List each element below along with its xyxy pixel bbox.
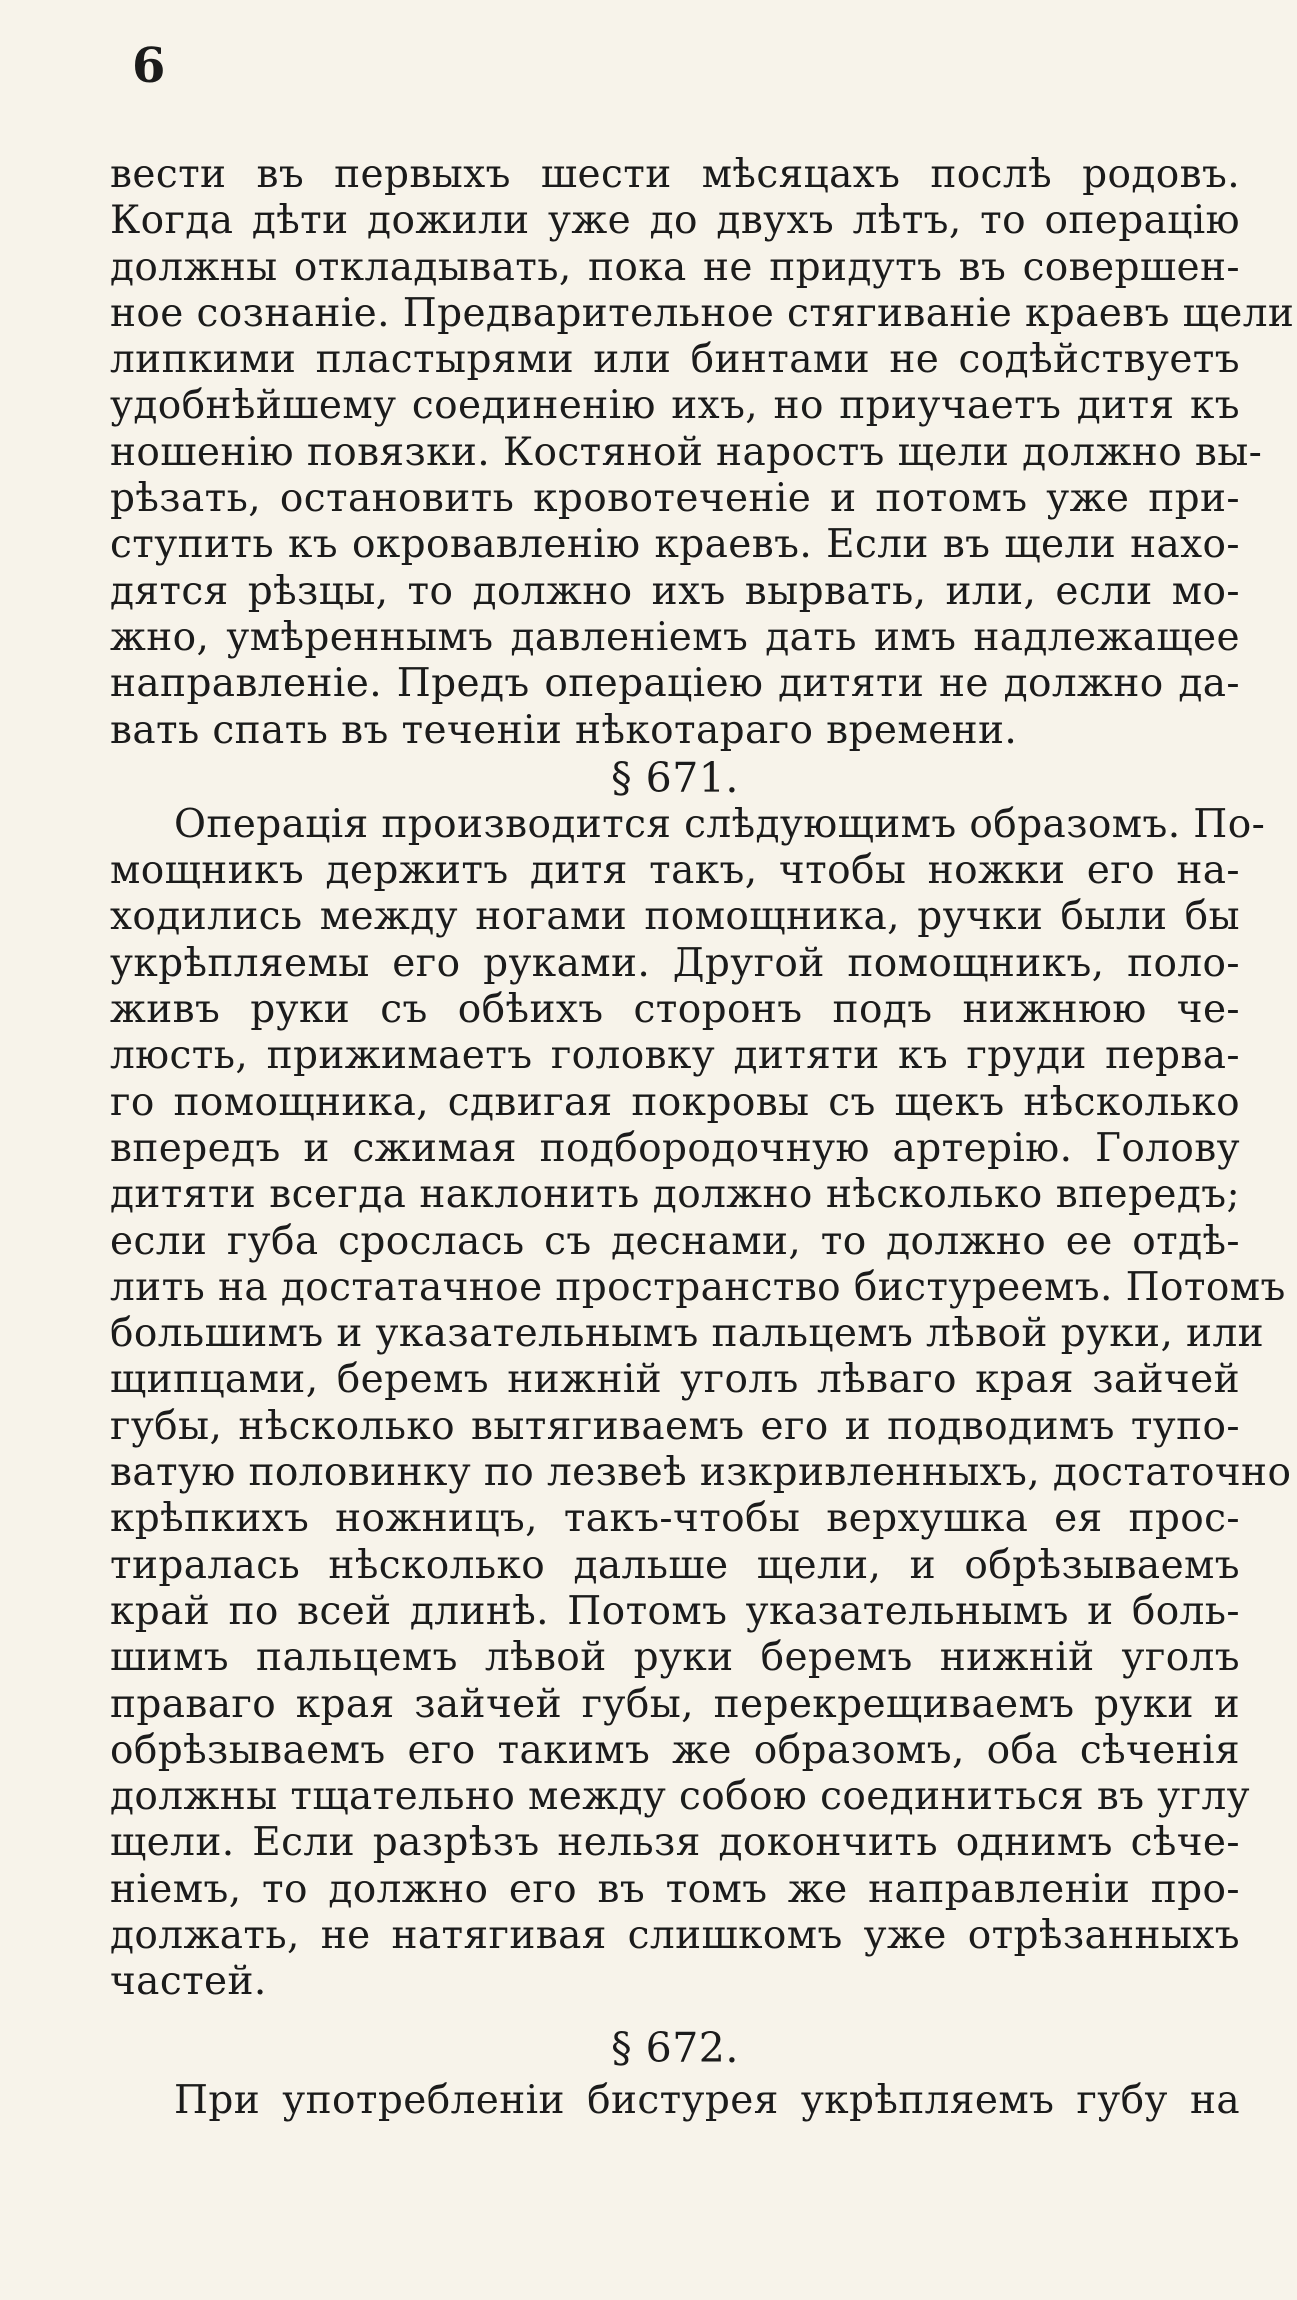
page-number: 6 [132, 38, 166, 94]
text-line: жно, умѣреннымъ давленіемъ дать имъ надлежащее [110, 614, 1240, 660]
text-line: люсть, прижимаетъ головку дитяти къ груди перва- [110, 1033, 1240, 1079]
text-line: шимъ пальцемъ лѣвой руки беремъ нижній уголъ [110, 1635, 1240, 1681]
text-line: должны откладывать, пока не придутъ въ совершен- [110, 244, 1240, 290]
text-line: щипцами, беремъ нижній уголъ лѣваго края зайчей [110, 1357, 1240, 1403]
text-line: направленіе. Предъ операціею дитяти не должно да- [110, 661, 1240, 707]
text-line: укрѣпляемы его руками. Другой помощникъ, поло- [110, 940, 1240, 986]
text-line: ношенію повязки. Костяной наростъ щели должно вы- [110, 429, 1263, 475]
text-line: щели. Если разрѣзъ нельзя докончить однимъ сѣче- [110, 1820, 1240, 1866]
text-line: обрѣзываемъ его такимъ же образомъ, оба сѣченія [110, 1727, 1240, 1773]
text-line: крѣпкихъ ножницъ, такъ-чтобы верхушка ея прос- [110, 1496, 1240, 1542]
text-line: ступить къ окровавленію краевъ. Если въ щели нахо- [110, 522, 1240, 568]
text-line: Операція производится слѣдующимъ образомъ. По- [174, 801, 1266, 847]
text-line: праваго края зайчей губы, перекрещиваемъ руки и [110, 1681, 1240, 1727]
text-line: ное сознаніе. Предварительное стягиваніе краевъ щели [110, 290, 1295, 336]
text-line: если губа срослась съ деснами, то должно ее отдѣ- [110, 1218, 1240, 1264]
section-671-paragraph [110, 801, 1292, 2006]
section-heading-672: § 672. [611, 2023, 739, 2072]
text-line: впередъ и сжимая подбородочную артерію. Голову [110, 1125, 1240, 1171]
text-line: ходились между ногами помощника, ручки были бы [110, 894, 1240, 940]
text-line: липкими пластырями или бинтами не содѣйствуетъ [110, 337, 1240, 383]
section-heading-671: § 671. [611, 753, 739, 802]
text-line: вать спать въ теченіи нѣкотараго времени. [110, 707, 1018, 753]
text-line: губы, нѣсколько вытягиваемъ его и подводимъ тупо- [110, 1403, 1240, 1449]
text-line: тиралась нѣсколько дальше щели, и обрѣзываемъ [110, 1542, 1240, 1588]
text-line: должны тщательно между собою соединиться въ углу [110, 1774, 1250, 1820]
paragraph-continuation [110, 152, 1295, 754]
text-line: ватую половинку по лезвеѣ изкривленныхъ, достаточно [110, 1450, 1292, 1496]
text-line: частей. [110, 1959, 267, 2005]
text-line: должать, не натягивая слишкомъ уже отрѣзанныхъ [110, 1912, 1240, 1958]
page-text [110, 152, 1295, 2124]
text-line: большимъ и указательнымъ пальцемъ лѣвой руки, или [110, 1311, 1265, 1357]
text-line: го помощника, сдвигая покровы съ щекъ нѣсколько [110, 1079, 1240, 1125]
text-line: рѣзать, остановить кровотеченіе и потомъ уже при- [110, 476, 1240, 522]
text-line: ніемъ, то должно его въ томъ же направленіи про- [110, 1866, 1240, 1912]
text-line: дитяти всегда наклонить должно нѣсколько впередъ; [110, 1172, 1240, 1218]
text-line: дятся рѣзцы, то должно ихъ вырвать, или, если мо- [110, 568, 1240, 614]
text-line: край по всей длинѣ. Потомъ указательнымъ и боль- [110, 1588, 1240, 1634]
text-line: удобнѣйшему соединенію ихъ, но приучаетъ дитя къ [110, 383, 1240, 429]
text-line: мощникъ держитъ дитя такъ, чтобы ножки его на- [110, 848, 1240, 894]
text-line: живъ руки съ обѣихъ сторонъ подъ нижнюю че- [110, 987, 1240, 1033]
text-line: лить на достатачное пространство бистуреемъ. Потомъ [110, 1264, 1286, 1310]
text-line: При употребленіи бистурея укрѣпляемъ губу на [174, 2077, 1240, 2123]
text-line: вести въ первыхъ шести мѣсяцахъ послѣ родовъ. [110, 152, 1240, 197]
text-line: Когда дѣти дожили уже до двухъ лѣтъ, то операцію [110, 198, 1240, 244]
section-672-paragraph [110, 2078, 1240, 2124]
